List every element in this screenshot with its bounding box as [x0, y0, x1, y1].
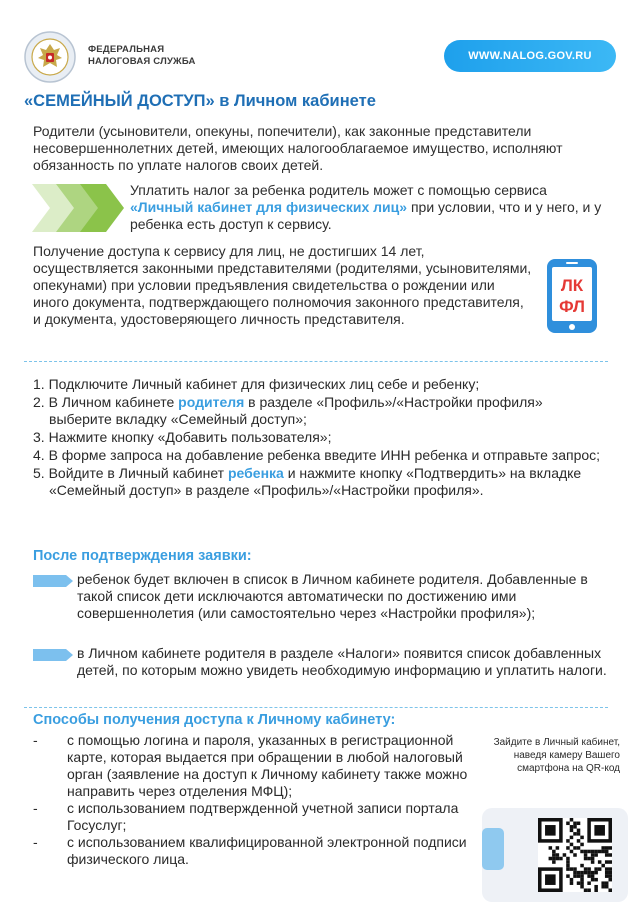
dash-bullet: -: [33, 834, 38, 850]
page-title: «СЕМЕЙНЫЙ ДОСТУП» в Личном кабинете: [24, 92, 376, 110]
after-confirm-item: ребенок будет включен в список в Личном кабинете родителя. Добавленные в такой список дети исключаются автоматически по достижению ими совершеннолетия (или самостоятельно через «Настройки профиля»);: [77, 571, 588, 621]
divider: [24, 707, 608, 708]
step-item: 1. Подключите Личный кабинет для физических лиц себе и ребенку;: [33, 376, 480, 392]
step2-highlight: родителя: [178, 394, 245, 410]
dash-bullet: -: [33, 800, 38, 816]
org-name: [88, 44, 196, 68]
lkfl-phone-icon: [546, 258, 598, 334]
after-confirm-item: в Личном кабинете родителя в разделе «Налоги» появится список добавленных детей, по которым можно увидеть необходимую информацию и уплатить налоги.: [77, 645, 607, 678]
access-item: [33, 800, 473, 834]
access-item: [33, 732, 473, 800]
fns-emblem-icon: [24, 30, 76, 84]
after-confirm-heading: После подтверждения заявки:: [33, 548, 252, 564]
access-item-text: с помощью логина и пароля, указанных в регистрационной карте, которая выдается при обращении в любой налоговый орган (заявление на доступ к Личному кабинету также можно направить через отделения МФЦ);: [67, 732, 468, 799]
step5-after: и нажмите кнопку «Подтвердить» на вкладке «Семейный доступ» в разделе «Профиль»/«Настройки профиля».: [49, 465, 582, 498]
qr-note: Зайдите в Личный кабинет, наведя камеру Вашего смартфона на QR-код: [493, 737, 620, 774]
intro-paragraph: Родители (усыновители, опекуны, попечители), как законные представители несовершеннолетних детей, имеющих налогооблагаемое имущество, исполняют обязанность по уплате налогов своих детей.: [33, 123, 563, 173]
phone-icon: [482, 828, 504, 870]
step-item: [33, 394, 608, 428]
service-text-before: Уплатить налог за ребенка родитель может с помощью сервиса: [130, 182, 547, 198]
service-link[interactable]: «Личный кабинет для физических лиц»: [130, 199, 408, 215]
access-item-text: с использованием подтвержденной учетной записи портала Госуслуг;: [67, 800, 459, 833]
dash-bullet: -: [33, 732, 38, 748]
access-list: [33, 732, 473, 868]
access-item: [33, 834, 473, 868]
under14-paragraph: Получение доступа к сервису для лиц, не достигших 14 лет, осуществляется законными представителями (родителями, усыновителями, опекунами) при условии предъявления свидетельства о рождении или иного документа, подтверждающего полномочия законного представителя, и документа, удостоверяющего личность представителя.: [33, 243, 532, 327]
lkfl-line2: ФЛ: [559, 297, 585, 316]
site-link-button[interactable]: WWW.NALOG.GOV.RU: [444, 40, 616, 72]
step-item: 4. В форме запроса на добавление ребенка введите ИНН ребенка и отправьте запрос;: [33, 447, 601, 463]
service-text-after: при условии, что и у него, и у ребенка есть доступ к сервису.: [130, 199, 602, 232]
step-item: 3. Нажмите кнопку «Добавить пользователя»;: [33, 429, 332, 445]
step5-before: 5. Войдите в Личный кабинет: [33, 465, 228, 481]
arrow-bullet-icon: [33, 575, 73, 587]
step5-highlight: ребенка: [227, 465, 284, 481]
qr-code[interactable]: [538, 818, 612, 892]
steps-list: [33, 376, 608, 500]
org-name-line2: НАЛОГОВАЯ СЛУЖБА: [88, 56, 196, 67]
step2-before: 2. В Личном кабинете: [33, 394, 179, 410]
step2-after: в разделе «Профиль»/«Настройки профиля» выберите вкладку «Семейный доступ»;: [49, 394, 543, 427]
step-item: [33, 465, 608, 499]
chevrons-decoration-icon: [32, 184, 124, 232]
divider: [24, 361, 608, 362]
lkfl-line1: ЛК: [560, 276, 584, 295]
access-heading: Способы получения доступа к Личному кабинету:: [33, 712, 396, 728]
header: [0, 0, 632, 95]
service-paragraph: [130, 182, 610, 233]
access-item-text: с использованием квалифицированной электронной подписи физического лица.: [67, 834, 467, 867]
org-name-line1: ФЕДЕРАЛЬНАЯ: [88, 44, 165, 55]
arrow-bullet-icon: [33, 649, 73, 661]
